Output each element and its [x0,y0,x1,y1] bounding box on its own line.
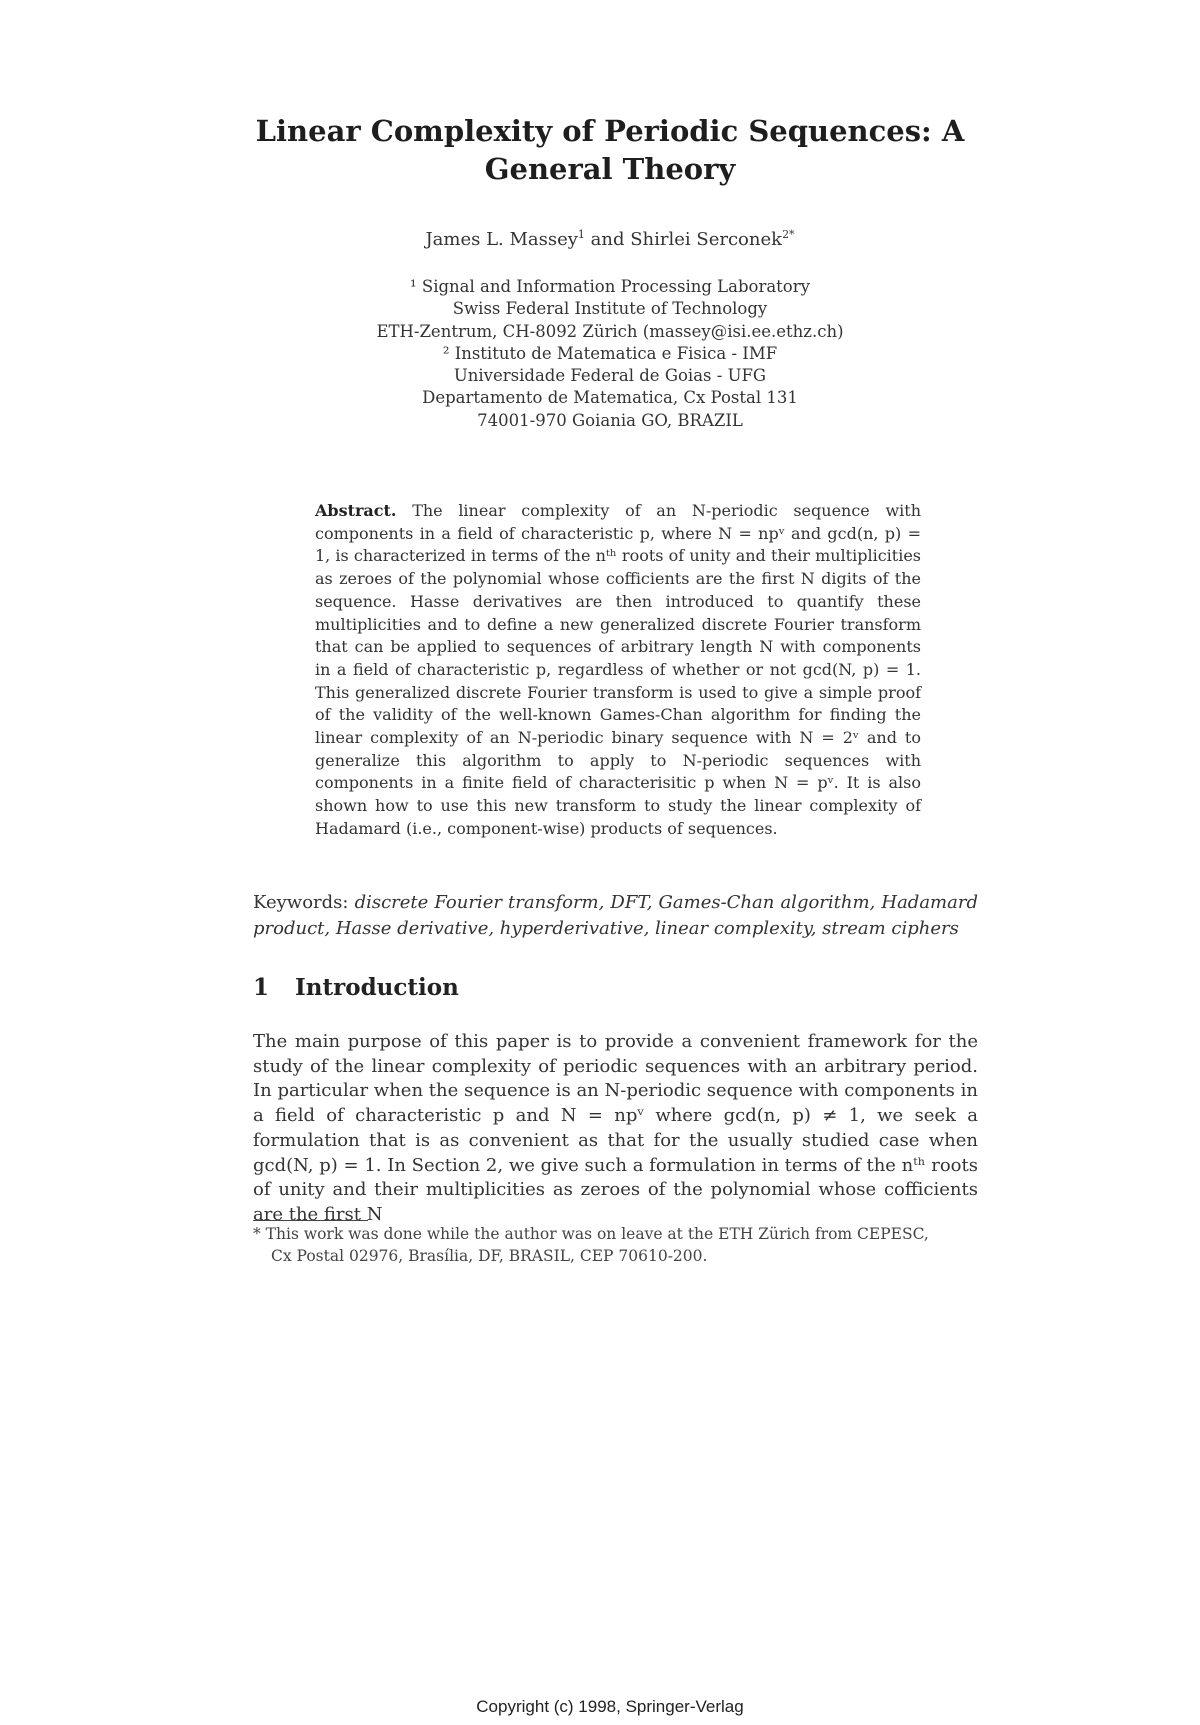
affiliation-mark: 2* [782,228,795,241]
copyright-notice: Copyright (c) 1998, Springer-Verlag [476,1697,744,1716]
affiliation-line: Swiss Federal Institute of Technology [452,299,768,319]
author-line [250,228,970,250]
intro-paragraph: The main purpose of this paper is to provide a convenient framework for the study of the linear complexity of periodic sequences with an arbitrary period. In particular when the sequence is an N-periodic sequence with components in a field of characteristic p and N = npᵛ where gcd(n, p) ≠ 1, we seek a formulation that is as convenient as that for the usually studied case when gcd(N, p) = 1. In Section 2, we give such a formulation in terms of the nᵗʰ roots of unity and their multiplicities as zeroes of the polynomial whose cofficients are the first N [253,1031,978,1225]
abstract-text: The linear complexity of an N-periodic sequence with components in a field of characteristic p, where N = npᵛ and gcd(n, p) = 1, is characterized in terms of the nᵗʰ roots of unity and their multiplicities as zeroes of the polynomial whose cofficients are the first N digits of the sequence. Hasse derivatives are then introduced to quantify these multiplicities and to define a new generalized discrete Fourier transform that can be applied to sequences of arbitrary length N with components in a field of characteristic p, regardless of whether or not gcd(N, p) = 1. This generalized discrete Fourier transform is used to give a simple proof of the validity of the well-known Games-Chan algorithm for finding the linear complexity of an N-periodic binary sequence with N = 2ᵛ and to generalize this algorithm to apply to N-periodic sequences with components in a finite field of characterisitic p when N = pᵛ. It is also shown how to use this new transform to study the linear complexity of Hadamard (i.e., component-wise) products of sequences. [315,501,921,838]
affiliation-line: ETH-Zentrum, CH-8092 Zürich (massey@isi.ee.ethz.ch) [376,321,844,341]
footnote-line: * This work was done while the author was on leave at the ETH Zürich from CEPESC, [253,1225,929,1243]
section-title: Introduction [295,974,459,1001]
section-heading [253,974,459,1001]
section-number: 1 [253,974,270,1001]
author-connector: and [584,229,631,250]
affiliations [250,276,970,432]
affiliation-line: Universidade Federal de Goias - UFG [453,366,767,386]
affiliation-line: ¹ Signal and Information Processing Laboratory [410,277,810,296]
paper-title: Linear Complexity of Periodic Sequences: A General Theory [255,114,965,186]
affiliation-line: Departamento de Matematica, Cx Postal 131 [422,388,798,408]
footnote-line: Cx Postal 02976, Brasília, DF, BRASIL, CEP 70610-200. [271,1246,708,1265]
affiliation-mark: 1 [577,228,585,241]
keywords-label: Keywords: [253,892,349,913]
author-name: Shirlei Serconek [630,229,783,250]
footnote [253,1224,981,1267]
affiliation-line: ² Instituto de Matematica e Fisica - IMF [442,343,778,363]
author-name: James L. Massey [425,229,578,250]
keywords-list: discrete Fourier transform, DFT, Games-Chan algorithm, Hadamard product, Hasse derivative, hyperderivative, linear complexity, stream ciphers [253,892,978,939]
keywords [253,890,978,942]
footnote-rule [253,1220,368,1221]
abstract [315,500,921,841]
affiliation-line: 74001-970 Goiania GO, BRAZIL [477,410,743,430]
abstract-label: Abstract. [315,501,397,520]
